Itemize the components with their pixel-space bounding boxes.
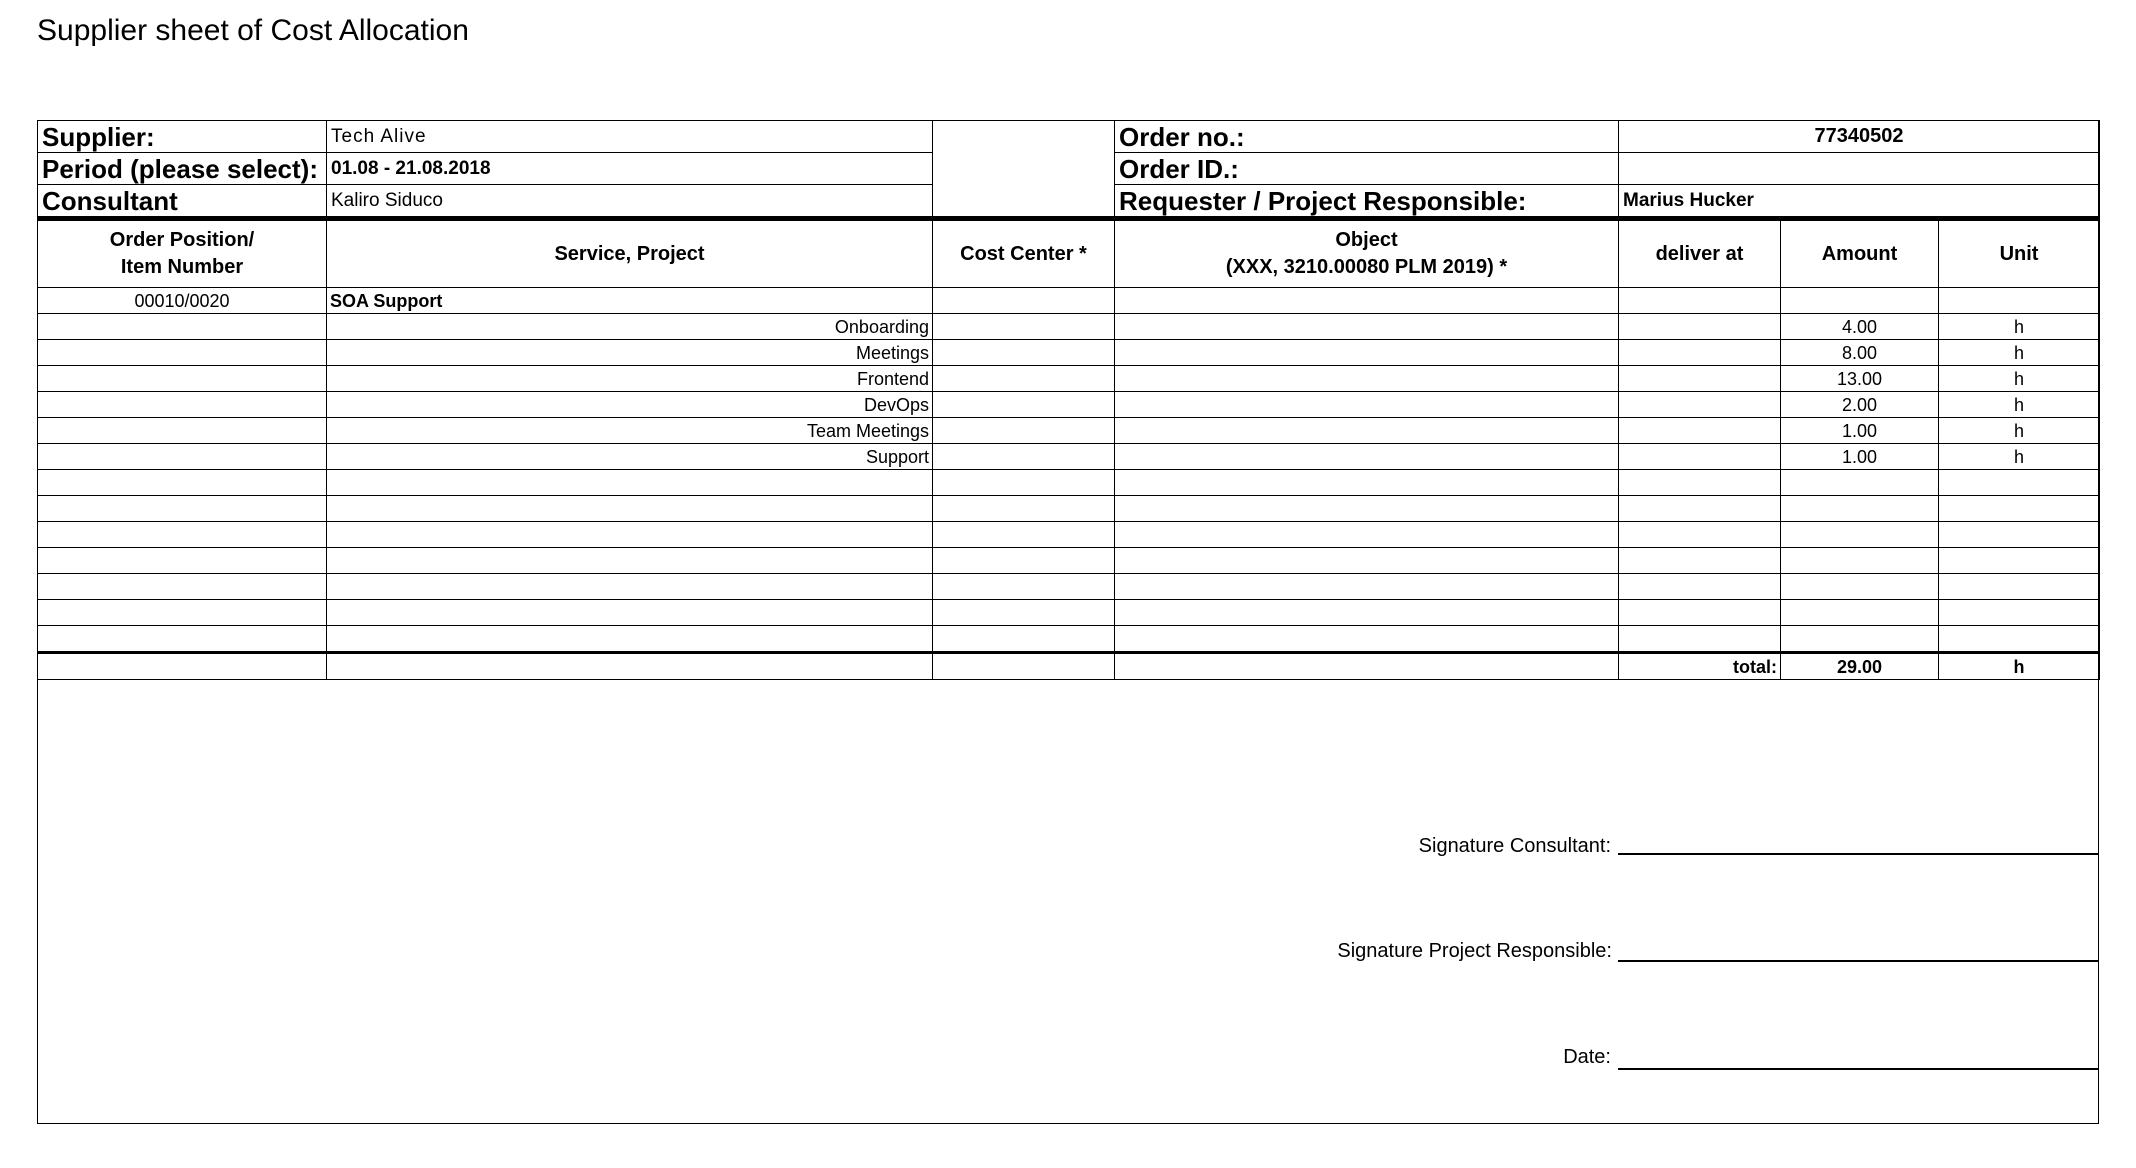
consultant-label: Consultant (38, 185, 327, 219)
object-cell[interactable] (1115, 548, 1619, 574)
total-label: total: (1619, 653, 1781, 680)
amount-cell[interactable]: 1.00 (1781, 418, 1939, 444)
deliver-at-cell[interactable] (1619, 418, 1781, 444)
cost-center-cell[interactable] (933, 470, 1115, 496)
amount-cell[interactable] (1781, 548, 1939, 574)
col-cost-center: Cost Center * (933, 219, 1115, 288)
col-object (1115, 219, 1619, 288)
unit-cell[interactable] (1939, 574, 2100, 600)
unit-cell[interactable] (1939, 522, 2100, 548)
item-row (38, 314, 2100, 340)
unit-cell[interactable]: h (1939, 392, 2100, 418)
position-cell[interactable] (38, 366, 327, 392)
amount-cell[interactable]: 4.00 (1781, 314, 1939, 340)
amount-cell[interactable] (1781, 470, 1939, 496)
page-title: Supplier sheet of Cost Allocation (37, 14, 469, 47)
service-cell[interactable]: SOA Support (327, 288, 933, 314)
object-cell[interactable] (1115, 600, 1619, 626)
date-line[interactable] (1618, 1068, 2099, 1070)
position-cell[interactable] (38, 574, 327, 600)
cost-center-cell[interactable] (933, 392, 1115, 418)
period-label: Period (please select): (38, 153, 327, 185)
object-cell[interactable] (1115, 314, 1619, 340)
unit-cell[interactable]: h (1939, 444, 2100, 470)
col-position-line1: Order Position/ (109, 229, 255, 251)
item-row (38, 340, 2100, 366)
item-row (38, 418, 2100, 444)
cost-center-cell[interactable] (933, 626, 1115, 653)
amount-cell[interactable] (1781, 288, 1939, 314)
position-cell[interactable] (38, 418, 327, 444)
service-cell[interactable] (327, 548, 933, 574)
position-cell[interactable] (38, 496, 327, 522)
column-header-row (38, 219, 2100, 288)
service-cell[interactable]: Meetings (327, 340, 933, 366)
service-cell[interactable]: Team Meetings (327, 418, 933, 444)
unit-cell[interactable]: h (1939, 340, 2100, 366)
position-cell[interactable] (38, 340, 327, 366)
service-cell[interactable] (327, 626, 933, 653)
object-cell[interactable] (1115, 470, 1619, 496)
amount-cell[interactable]: 1.00 (1781, 444, 1939, 470)
deliver-at-cell[interactable] (1619, 574, 1781, 600)
position-cell[interactable] (38, 548, 327, 574)
empty-cell (327, 653, 933, 680)
cost-center-cell[interactable] (933, 600, 1115, 626)
unit-cell[interactable] (1939, 470, 2100, 496)
service-cell[interactable] (327, 470, 933, 496)
empty-row (38, 496, 2100, 522)
col-position-line2: Item Number (120, 256, 244, 278)
object-cell[interactable] (1115, 522, 1619, 548)
order-no-value[interactable]: 77340502 (1619, 121, 2100, 153)
position-cell[interactable] (38, 314, 327, 340)
object-cell[interactable] (1115, 392, 1619, 418)
order-id-label: Order ID.: (1115, 153, 1619, 185)
period-select[interactable]: 01.08 - 21.08.2018 (327, 153, 933, 185)
deliver-at-cell[interactable] (1619, 314, 1781, 340)
order-id-value[interactable] (1619, 153, 2100, 185)
empty-cell (1115, 653, 1619, 680)
cost-center-cell[interactable] (933, 288, 1115, 314)
unit-cell[interactable] (1939, 496, 2100, 522)
unit-cell[interactable] (1939, 626, 2100, 653)
col-object-line2: (XXX, 3210.00080 PLM 2019) * (1225, 256, 1508, 278)
amount-cell[interactable] (1781, 574, 1939, 600)
unit-cell[interactable] (1939, 600, 2100, 626)
position-cell[interactable]: 00010/0020 (38, 288, 327, 314)
deliver-at-cell[interactable] (1619, 548, 1781, 574)
signature-project-responsible-label: Signature Project Responsible: (1337, 940, 1612, 962)
deliver-at-cell[interactable] (1619, 470, 1781, 496)
requester-label: Requester / Project Responsible: (1115, 185, 1619, 219)
cost-center-cell[interactable] (933, 496, 1115, 522)
deliver-at-cell[interactable] (1619, 522, 1781, 548)
item-row (38, 444, 2100, 470)
position-cell[interactable] (38, 392, 327, 418)
deliver-at-cell[interactable] (1619, 600, 1781, 626)
col-unit: Unit (1939, 219, 2100, 288)
cost-center-cell[interactable] (933, 522, 1115, 548)
amount-cell[interactable]: 13.00 (1781, 366, 1939, 392)
position-cell[interactable] (38, 522, 327, 548)
amount-cell[interactable]: 8.00 (1781, 340, 1939, 366)
cost-allocation-table (37, 120, 2100, 680)
empty-cell (38, 653, 327, 680)
object-cell[interactable] (1115, 496, 1619, 522)
position-cell[interactable] (38, 600, 327, 626)
amount-cell[interactable] (1781, 496, 1939, 522)
item-row (38, 366, 2100, 392)
position-cell[interactable] (38, 470, 327, 496)
service-cell[interactable] (327, 522, 933, 548)
deliver-at-cell[interactable] (1619, 340, 1781, 366)
service-cell[interactable] (327, 574, 933, 600)
service-cell[interactable] (327, 600, 933, 626)
cost-center-cell[interactable] (933, 574, 1115, 600)
object-cell[interactable] (1115, 444, 1619, 470)
order-no-label: Order no.: (1115, 121, 1619, 153)
object-cell[interactable] (1115, 288, 1619, 314)
cost-center-cell[interactable] (933, 340, 1115, 366)
signature-consultant-line[interactable] (1618, 853, 2099, 855)
service-cell[interactable]: Onboarding (327, 314, 933, 340)
deliver-at-cell[interactable] (1619, 366, 1781, 392)
unit-cell[interactable] (1939, 288, 2100, 314)
service-cell[interactable]: DevOps (327, 392, 933, 418)
empty-row (38, 470, 2100, 496)
position-cell[interactable] (38, 626, 327, 653)
col-object-line1: Object (1335, 229, 1398, 251)
object-cell[interactable] (1115, 418, 1619, 444)
empty-row (38, 548, 2100, 574)
object-cell[interactable] (1115, 340, 1619, 366)
amount-cell[interactable]: 2.00 (1781, 392, 1939, 418)
date-label: Date: (1563, 1046, 1611, 1068)
deliver-at-cell[interactable] (1619, 392, 1781, 418)
service-cell[interactable]: Frontend (327, 366, 933, 392)
cost-center-cell[interactable] (933, 366, 1115, 392)
deliver-at-cell[interactable] (1619, 626, 1781, 653)
requester-value[interactable]: Marius Hucker (1619, 185, 2100, 219)
header-blank-cell (933, 121, 1115, 219)
empty-row (38, 600, 2100, 626)
deliver-at-cell[interactable] (1619, 496, 1781, 522)
unit-cell[interactable] (1939, 548, 2100, 574)
cost-center-cell[interactable] (933, 444, 1115, 470)
amount-cell[interactable] (1781, 522, 1939, 548)
service-cell[interactable]: Support (327, 444, 933, 470)
service-cell[interactable] (327, 496, 933, 522)
empty-row (38, 574, 2100, 600)
position-cell[interactable] (38, 444, 327, 470)
amount-cell[interactable] (1781, 626, 1939, 653)
col-amount: Amount (1781, 219, 1939, 288)
item-row (38, 392, 2100, 418)
col-service: Service, Project (327, 219, 933, 288)
empty-row (38, 626, 2100, 653)
total-unit: h (1939, 653, 2100, 680)
unit-cell[interactable]: h (1939, 418, 2100, 444)
consultant-value[interactable]: Kaliro Siduco (327, 185, 933, 219)
col-position (38, 219, 327, 288)
supplier-row (38, 121, 2100, 153)
supplier-label: Supplier: (38, 121, 327, 153)
object-cell[interactable] (1115, 574, 1619, 600)
col-deliver-at: deliver at (1619, 219, 1781, 288)
unit-cell[interactable]: h (1939, 366, 2100, 392)
cost-center-cell[interactable] (933, 418, 1115, 444)
amount-cell[interactable] (1781, 600, 1939, 626)
project-row (38, 288, 2100, 314)
deliver-at-cell[interactable] (1619, 288, 1781, 314)
cost-center-cell[interactable] (933, 548, 1115, 574)
empty-cell (933, 653, 1115, 680)
object-cell[interactable] (1115, 626, 1619, 653)
object-cell[interactable] (1115, 366, 1619, 392)
total-amount: 29.00 (1781, 653, 1939, 680)
deliver-at-cell[interactable] (1619, 444, 1781, 470)
supplier-value[interactable]: Tech Alive (327, 121, 933, 153)
total-row (38, 653, 2100, 680)
unit-cell[interactable]: h (1939, 314, 2100, 340)
empty-row (38, 522, 2100, 548)
signature-project-responsible-line[interactable] (1618, 960, 2099, 962)
cost-center-cell[interactable] (933, 314, 1115, 340)
signature-consultant-label: Signature Consultant: (1418, 835, 1611, 857)
